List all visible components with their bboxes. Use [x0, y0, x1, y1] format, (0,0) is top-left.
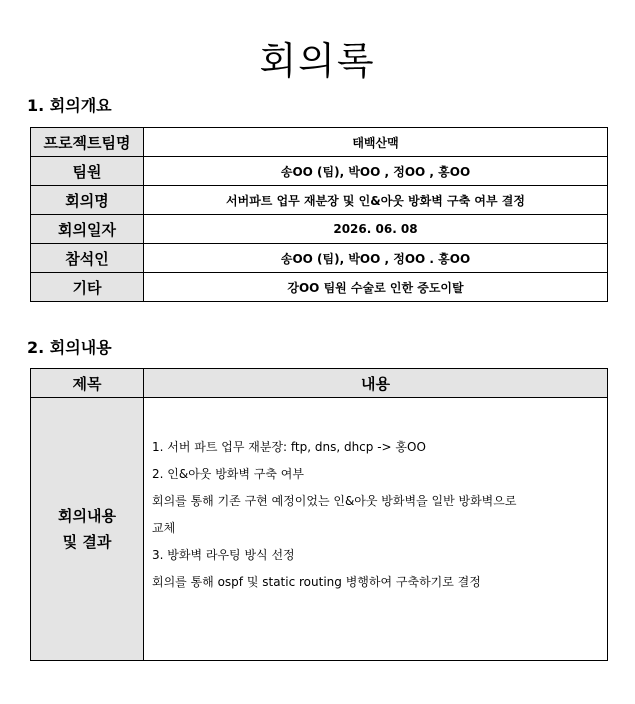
- content-column-header: 내용: [144, 369, 608, 398]
- meeting-date-label: 회의일자: [31, 215, 144, 244]
- subject-column-header: 제목: [31, 369, 144, 398]
- meeting-date-value: 2026. 06. 08: [144, 215, 608, 244]
- attendees-value: 송OO (팀), 박OO , 정OO . 홍OO: [144, 244, 608, 273]
- content-line: 회의를 통해 기존 구현 예정이었는 인&아웃 방화벽을 일반 방화벽으로: [152, 494, 517, 508]
- content-row-label: [31, 398, 144, 661]
- content-line: 1. 서버 파트 업무 재분장: ftp, dns, dhcp -> 홍OO: [152, 440, 426, 454]
- content-line: 3. 방화벽 라우팅 방식 선정: [152, 548, 295, 562]
- other-value: 강OO 팀원 수술로 인한 중도이탈: [144, 273, 608, 302]
- table-row: [31, 215, 608, 244]
- table-header-row: [31, 369, 608, 398]
- content-line: 교체: [152, 521, 176, 535]
- table-row: [31, 186, 608, 215]
- attendees-label: 참석인: [31, 244, 144, 273]
- content-body: [144, 398, 608, 661]
- meeting-content-table: [30, 368, 608, 661]
- meeting-name-label: 회의명: [31, 186, 144, 215]
- table-row: [31, 398, 608, 661]
- project-team-value: 태백산맥: [144, 128, 608, 157]
- other-label: 기타: [31, 273, 144, 302]
- content-line: 회의를 통해 ospf 및 static routing 병행하여 구축하기로 결정: [152, 575, 481, 589]
- members-value: 송OO (팀), 박OO , 정OO , 홍OO: [144, 157, 608, 186]
- section-1-heading: 1. 회의개요: [27, 96, 112, 115]
- project-team-label: 프로젝트팀명: [31, 128, 144, 157]
- section-2-heading: 2. 회의내용: [27, 338, 112, 357]
- content-row-label-line-2: 및 결과: [62, 533, 112, 551]
- content-row-label-line-1: 회의내용: [58, 507, 116, 525]
- members-label: 팀원: [31, 157, 144, 186]
- table-row: [31, 244, 608, 273]
- content-line: 2. 인&아웃 방화벽 구축 여부: [152, 467, 304, 481]
- table-row: [31, 128, 608, 157]
- document-title: 회의록: [259, 39, 376, 83]
- table-row: [31, 273, 608, 302]
- table-row: [31, 157, 608, 186]
- meeting-name-value: 서버파트 업무 재분장 및 인&아웃 방화벽 구축 여부 결정: [144, 186, 608, 215]
- meeting-overview-table: [30, 127, 608, 302]
